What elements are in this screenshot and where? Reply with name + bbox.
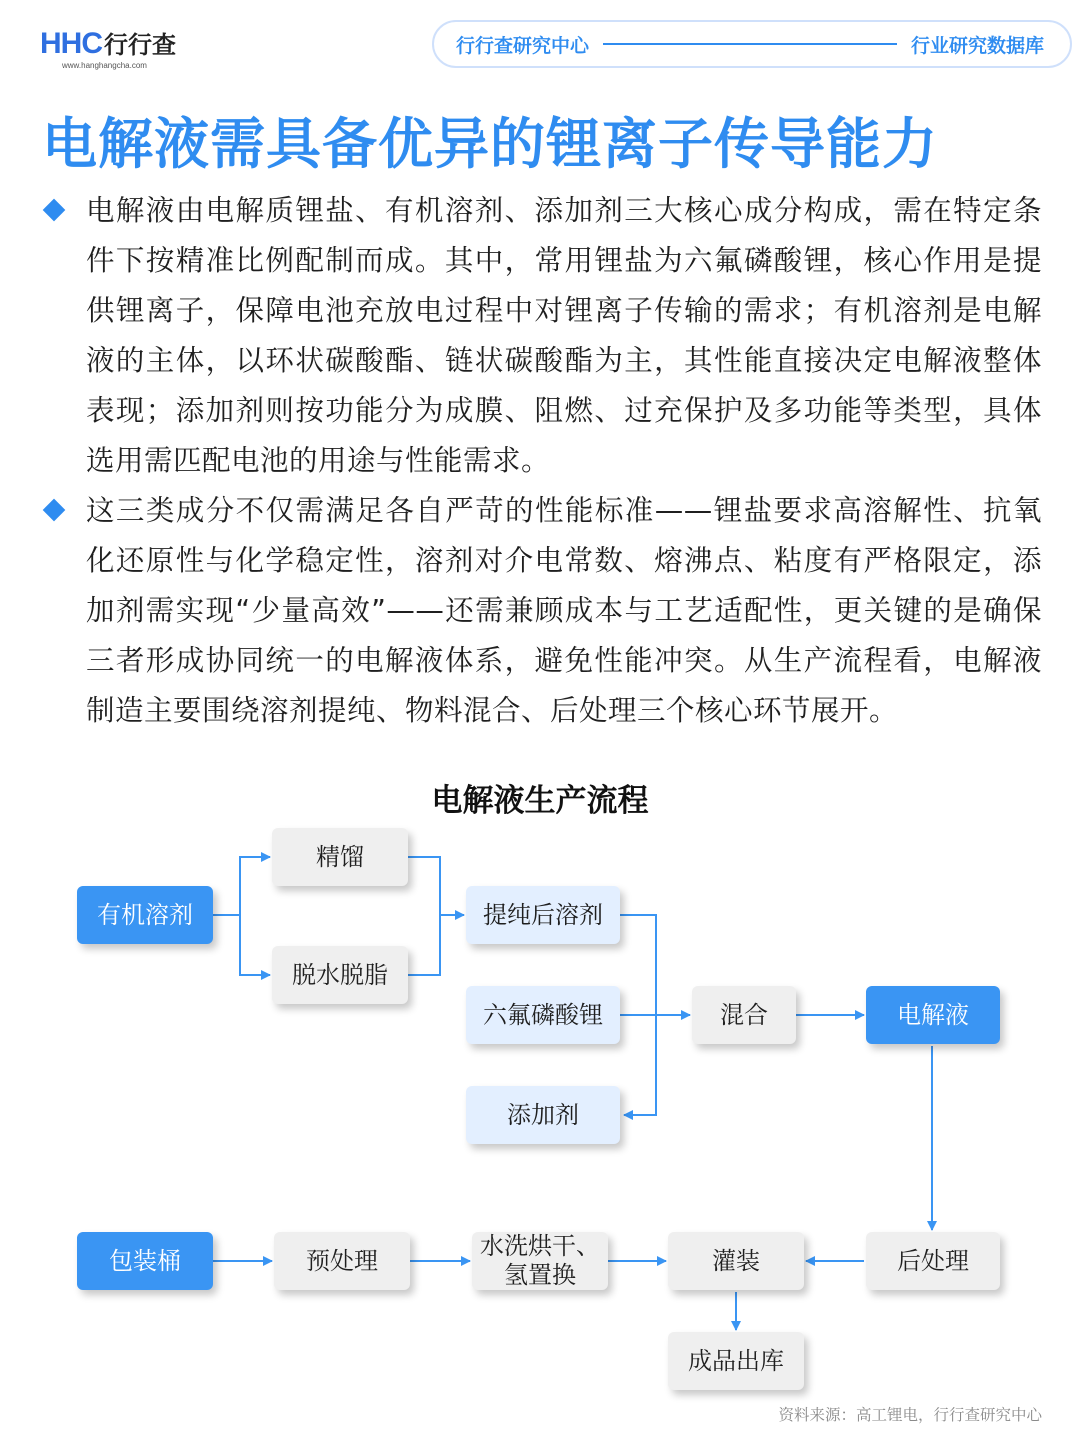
node-electrolyte: 电解液 (866, 986, 1000, 1044)
connector-rectification-merge (408, 857, 440, 975)
paragraph-text: 电解液由电解质锂盐、有机溶剂、添加剂三大核心成分构成，需在特定条件下按精准比例配制而成。其中，常用锂盐为六氟磷酸锂，核心作用是提供锂离子，保障电池充放电过程中对锂离子传输的需求；有机溶剂是电解液的主体，以环状碳酸酯、链状碳酸酯为主，其性能直接决定电解液整体表现；添加剂则按功能分为成膜、阻燃、过充保护及多功能等类型，具体选用需匹配电池的用途与性能需求。 (86, 194, 1042, 477)
node-wash-dry-line1: 水洗烘干、 (480, 1232, 600, 1260)
node-mixing: 混合 (692, 986, 796, 1044)
node-wash-dry-hydrogen (472, 1232, 608, 1290)
header-research-center: 行行查研究中心 (456, 34, 590, 57)
diagram-title: 电解液生产流程 (431, 783, 649, 819)
node-lipf6: 六氟磷酸锂 (466, 986, 620, 1044)
node-finished-storage: 成品出库 (668, 1332, 804, 1390)
logo-name: 行行查 (104, 31, 176, 59)
node-pretreatment: 预处理 (274, 1232, 410, 1290)
node-purified-solvent: 提纯后溶剂 (466, 886, 620, 944)
header-database: 行业研究数据库 (910, 34, 1044, 57)
paragraph-text: 这三类成分不仅需满足各自严苛的性能标准——锂盐要求高溶解性、抗氧化还原性与化学稳定性，溶剂对介电常数、熔沸点、粘度有严格限定，添加剂需实现“少量高效”——还需兼顾成本与工艺适配性，更关键的是确保三者形成协同统一的电解液体系，避免性能冲突。从生产流程看，电解液制造主要围绕溶剂提纯、物料混合、后处理三个核心环节展开。 (86, 494, 1042, 727)
logo-brand: HHC (40, 27, 102, 60)
node-packaging-drum: 包装桶 (77, 1232, 213, 1290)
page-title: 电解液需具备优异的锂离子传导能力 (42, 112, 939, 176)
connector-solvent-to-rectification (213, 857, 270, 915)
node-additive: 添加剂 (466, 1086, 620, 1144)
node-wash-dry-line2: 氢置换 (504, 1261, 576, 1289)
node-filling: 灌装 (668, 1232, 804, 1290)
source-note: 资料来源：高工锂电，行行查研究中心 (778, 1406, 1042, 1424)
node-dehydration: 脱水脱脂 (272, 946, 408, 1004)
connector-solvent-to-dehydration (240, 915, 270, 975)
node-organic-solvent: 有机溶剂 (77, 886, 213, 944)
node-rectification: 精馏 (272, 828, 408, 886)
node-post-processing: 后处理 (866, 1232, 1000, 1290)
logo-url: www.hanghangcha.com (62, 61, 147, 70)
